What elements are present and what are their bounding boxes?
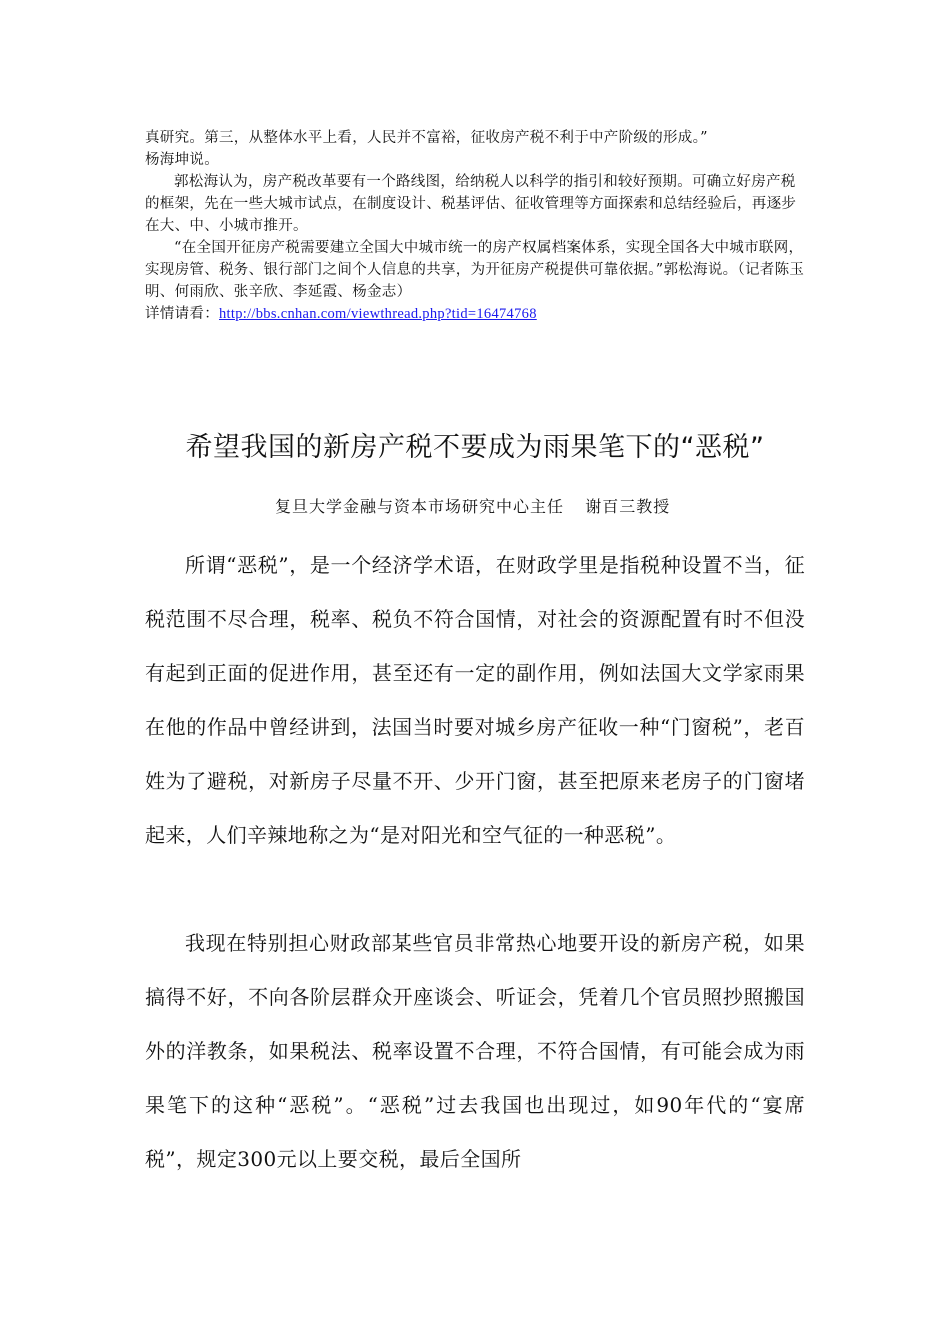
article-paragraph-1: 所谓“恶税”，是一个经济学术语，在财政学里是指税种设置不当，征税范围不尽合理，税率、税负不符合国情，对社会的资源配置有时不但没有起到正面的促进作用，甚至还有一定的副作用，例如法国大文学家雨果在他的作品中曾经讲到，法国当时要对城乡房产征收一种“门窗税”，老百姓为了避税，对新房子尽量不开、少开门窗，甚至把原来老房子的门窗堵起来，人们辛辣地称之为“是对阳光和空气征的一种恶税”。: [145, 553, 805, 847]
excerpt-paragraph-1: [145, 127, 810, 171]
article-paragraph-2: 我现在特别担心财政部某些官员非常热心地要开设的新房产税，如果搞得不好，不向各阶层群众开座谈会、听证会，凭着几个官员照抄照搬国外的洋教条，如果税法、税率设置不合理，不符合国情，有可能会成为雨果笔下的这种“恶税”。“恶税”过去我国也出现过，如90年代的“宴席税”，规定300元以上要交税，最后全国所: [145, 931, 805, 1171]
detail-url-link[interactable]: http://bbs.cnhan.com/viewthread.php?tid=16474768: [219, 306, 537, 322]
article-title: 希望我国的新房产税不要成为雨果笔下的“恶税”: [185, 432, 765, 463]
excerpt-paragraph-1-line-1: 真研究。第三，从整体水平上看，人民并不富裕，征收房产税不利于中产阶级的形成。”: [145, 130, 708, 146]
article-byline: 复旦大学金融与资本市场研究中心主任 谢百三教授: [275, 497, 671, 516]
excerpt-paragraph-1-line-2: 杨海坤说。: [145, 152, 219, 168]
previous-article-excerpt: [145, 127, 810, 325]
detail-link-line: [145, 303, 810, 325]
excerpt-paragraph-2: 郭松海认为，房产税改革要有一个路线图，给纳税人以科学的指引和较好预期。可确立好房产税的框架，先在一些大城市试点，在制度设计、税基评估、征收管理等方面探索和总结经验后，再逐步在大、中、小城市推开。: [145, 174, 797, 234]
article-body: [145, 538, 805, 1186]
excerpt-paragraph-3: “在全国开征房产税需要建立全国大中城市统一的房产权属档案体系，实现全国各大中城市联网，实现房管、税务、银行部门之间个人信息的共享，为开征房产税提供可靠依据。”郭松海说。（记者陈玉明、何雨欣、张辛欣、李延霞、杨金志）: [145, 240, 805, 300]
detail-label: 详情请看：: [145, 306, 219, 322]
